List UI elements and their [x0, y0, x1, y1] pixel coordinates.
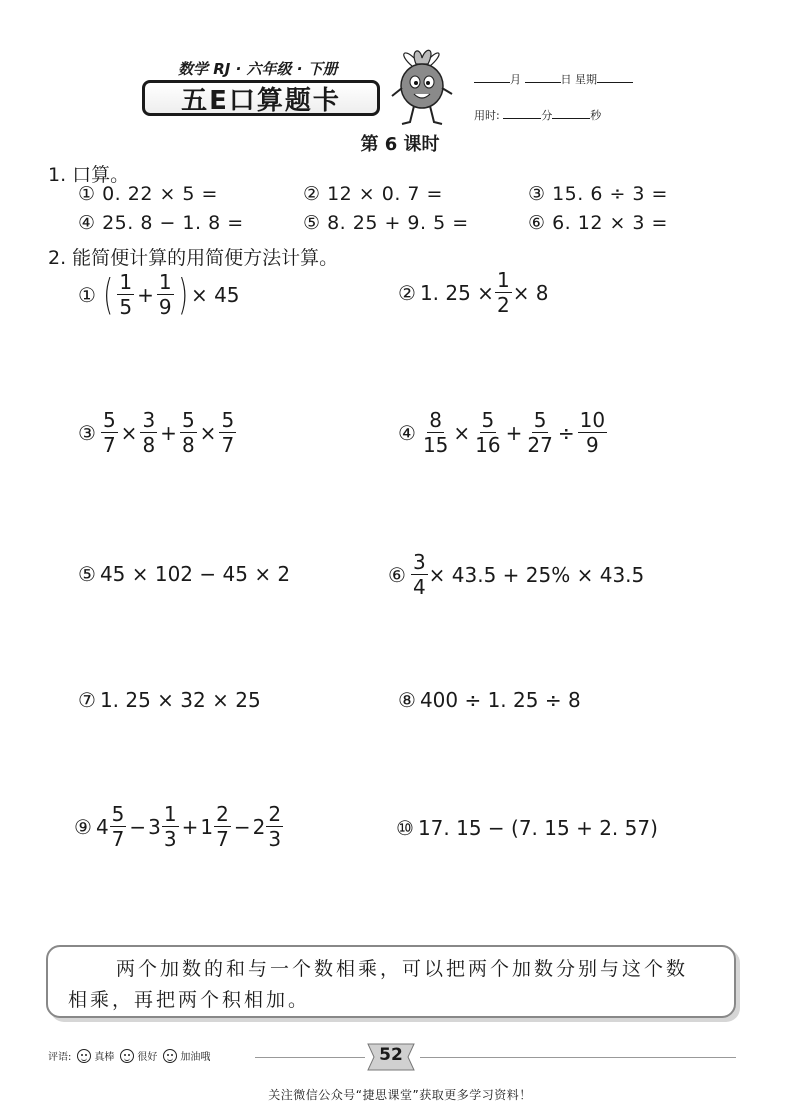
mascot-illustration	[390, 46, 454, 128]
fraction: $\frac{1}{9}$	[158, 270, 172, 319]
smiley-icon[interactable]	[77, 1049, 91, 1063]
problem-5	[78, 562, 290, 586]
day-label: 日	[560, 73, 572, 86]
expression: 45 × 102 − 45 × 2	[99, 562, 291, 586]
fraction: $\frac{1}{3}$	[163, 802, 177, 851]
operator: −	[233, 814, 251, 839]
expression: 17. 15 − (7. 15 + 2. 57)	[417, 816, 658, 840]
problem-8-number: ⑧	[398, 688, 416, 712]
expression: 1. 25 × 32 × 25	[99, 688, 261, 712]
oral-item-2: ② 12 × 0. 7 =	[303, 183, 443, 205]
problem-2	[398, 270, 549, 315]
footer-divider	[420, 1057, 736, 1058]
fraction: $\frac{8}{15}$	[422, 408, 449, 457]
weekday-label: 星期	[575, 73, 597, 86]
oral-item-1: ① 0. 22 × 5 =	[78, 183, 218, 205]
fraction: $\frac{3}{4}$	[412, 550, 426, 599]
operator: +	[160, 420, 177, 445]
expression-tail: × 45	[190, 282, 240, 307]
whole-number: 1	[200, 814, 214, 839]
operator: ÷	[557, 420, 575, 445]
subject-grade-label: 数学 RJ · 六年级 · 下册	[178, 60, 338, 78]
whole-number: 3	[148, 814, 161, 839]
problem-1	[78, 270, 240, 319]
problem-6-number: ⑥	[388, 562, 406, 587]
rating-row	[48, 1048, 210, 1063]
minute-label: 分	[541, 109, 553, 122]
expression: 400 ÷ 1. 25 ÷ 8	[419, 688, 581, 712]
second-label: 秒	[590, 109, 602, 122]
lesson-title: 第 6 课时	[360, 134, 440, 155]
rating-keep-going: 加油哦	[180, 1052, 211, 1063]
problem-1-number: ①	[78, 282, 96, 307]
fraction: $\frac{5}{7}$	[111, 802, 125, 851]
expression-tail: × 43.5 + 25% × 43.5	[428, 562, 645, 587]
operator: +	[505, 420, 523, 445]
fraction: $\frac{5}{16}$	[475, 408, 501, 457]
second-blank[interactable]	[552, 106, 590, 119]
oral-item-4: ④ 25. 8 − 1. 8 =	[78, 212, 244, 234]
right-paren: )	[177, 270, 188, 319]
rule-note-box	[46, 945, 736, 1018]
oral-item-3: ③ 15. 6 ÷ 3 =	[528, 183, 668, 205]
fraction: $\frac{2}{3}$	[268, 802, 282, 851]
page-number: 52	[379, 1045, 403, 1065]
problem-10-number: ⑩	[396, 816, 414, 840]
operator: ×	[120, 420, 138, 445]
problem-9-number: ⑨	[74, 814, 92, 839]
problem-6	[388, 552, 644, 597]
fraction: $\frac{2}{7}$	[216, 802, 229, 851]
time-used-label: 用时:	[474, 109, 500, 122]
problem-2-number: ②	[398, 280, 416, 305]
expression-head: 1. 25 ×	[419, 280, 494, 305]
minute-blank[interactable]	[503, 106, 541, 119]
problem-8	[398, 688, 581, 712]
month-blank[interactable]	[474, 70, 510, 83]
operator: −	[129, 814, 147, 839]
problem-7-number: ⑦	[78, 688, 96, 712]
problem-4	[398, 410, 608, 455]
problem-5-number: ⑤	[78, 562, 96, 586]
fraction: $\frac{5}{7}$	[221, 408, 235, 457]
whole-number: 4	[95, 814, 109, 839]
title-banner: 五E口算题卡	[142, 80, 380, 116]
footer-divider	[255, 1057, 365, 1058]
problem-10	[396, 816, 658, 840]
operator: +	[181, 814, 199, 839]
fraction: $\frac{5}{7}$	[102, 408, 116, 457]
fraction: $\frac{1}{2}$	[496, 268, 510, 317]
problem-3-number: ③	[78, 420, 96, 445]
operator: ×	[199, 420, 217, 445]
expression-tail: × 8	[512, 280, 549, 305]
fraction: $\frac{3}{8}$	[142, 408, 156, 457]
q2-title: 2. 能简便计算的用简便方法计算。	[48, 247, 339, 269]
date-time-fields	[474, 62, 633, 134]
rating-good: 很好	[137, 1052, 158, 1063]
rule-note-line-2: 相乘，再把两个积相加。	[68, 989, 311, 1011]
promo-text: 关注微信公众号“捷思课堂”获取更多学习资料！	[268, 1088, 532, 1102]
day-blank[interactable]	[525, 70, 561, 83]
month-label: 月	[510, 73, 521, 86]
fraction: $\frac{10}{9}$	[579, 408, 606, 457]
whole-number: 2	[252, 814, 266, 839]
oral-item-5: ⑤ 8. 25 + 9. 5 =	[303, 212, 469, 234]
rule-note-line-1: 两个加数的和与一个数相乘，可以把两个加数分别与这个数	[116, 958, 689, 980]
problem-7	[78, 688, 261, 712]
rating-label: 评语:	[48, 1052, 72, 1063]
operator: ×	[453, 420, 471, 445]
rating-great: 真棒	[94, 1052, 115, 1063]
weekday-blank[interactable]	[597, 70, 633, 83]
left-paren: (	[103, 270, 114, 319]
smiley-icon[interactable]	[163, 1049, 177, 1063]
problem-4-number: ④	[398, 420, 416, 445]
fraction: $\frac{5}{27}$	[527, 408, 553, 457]
smiley-icon[interactable]	[120, 1049, 134, 1063]
oral-item-6: ⑥ 6. 12 × 3 =	[528, 212, 668, 234]
problem-9	[74, 804, 284, 849]
problem-3	[78, 410, 237, 455]
operator: +	[137, 282, 154, 307]
fraction: $\frac{5}{8}$	[181, 408, 195, 457]
fraction: $\frac{1}{5}$	[119, 270, 133, 319]
q1-title: 1. 口算。	[48, 164, 130, 186]
